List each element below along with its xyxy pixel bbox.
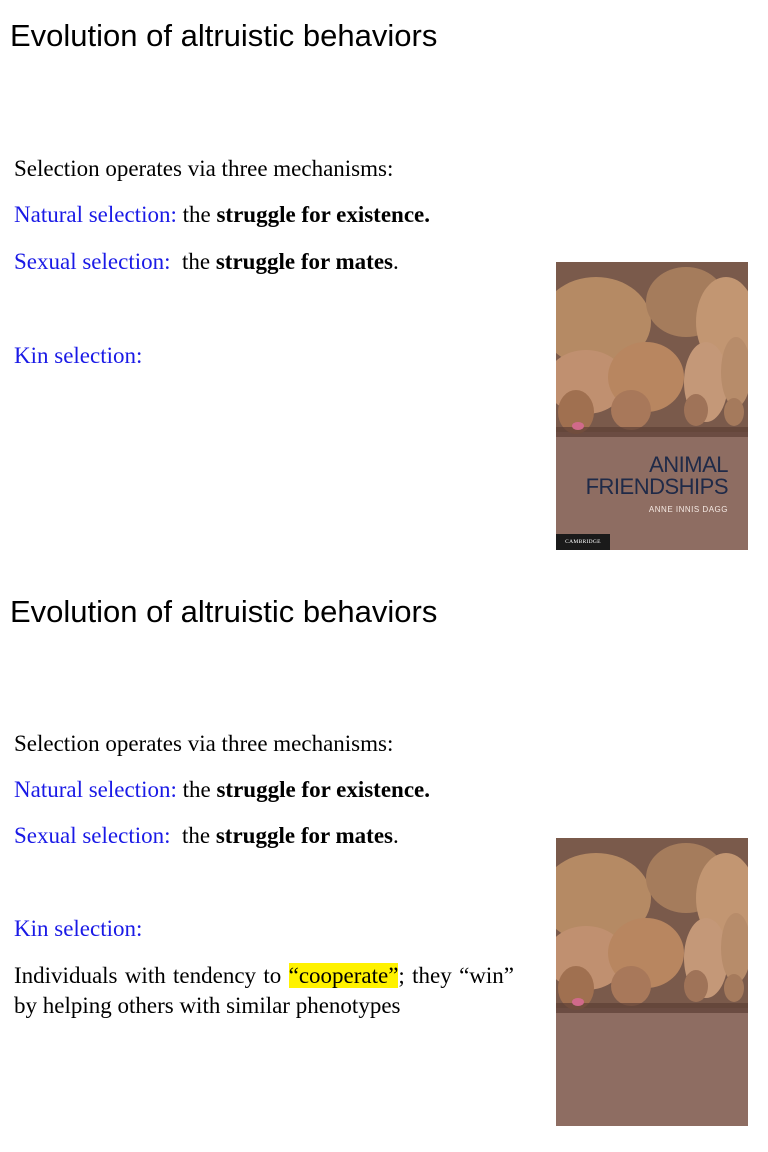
sexual-selection-bold: struggle for mates xyxy=(215,249,393,274)
natural-selection-prefix: the xyxy=(176,202,217,227)
kin-text-before: Individuals with tendency to xyxy=(14,963,289,988)
book-title-line-2: FRIENDSHIPS xyxy=(585,474,728,499)
kin-highlight: “cooperate” xyxy=(288,963,399,988)
natural-selection-bold: struggle for existence. xyxy=(216,202,431,227)
natural-selection-label: Natural selection: xyxy=(14,777,177,802)
book-publisher: CAMBRIDGE xyxy=(556,534,610,550)
sexual-selection-suffix: . xyxy=(393,823,399,848)
slide-title: Evolution of altruistic behaviors xyxy=(10,18,438,53)
natural-selection-prefix: the xyxy=(176,777,217,802)
natural-selection-line xyxy=(14,202,430,228)
natural-selection-bold: struggle for existence. xyxy=(216,777,431,802)
sexual-selection-label: Sexual selection: xyxy=(14,823,171,848)
natural-selection-line xyxy=(14,777,430,803)
slide-2 xyxy=(0,576,768,1152)
natural-selection-label: Natural selection: xyxy=(14,202,177,227)
kin-selection-label: Kin selection: xyxy=(14,916,143,941)
slide-title: Evolution of altruistic behaviors xyxy=(10,594,438,629)
book-author: ANNE INNIS DAGG xyxy=(648,505,728,514)
kin-selection-label: Kin selection: xyxy=(14,343,143,368)
sexual-selection-prefix: the xyxy=(170,823,216,848)
lions-drinking-illustration xyxy=(556,838,748,1126)
intro-text: Selection operates via three mechanisms: xyxy=(14,156,394,181)
kin-selection-description xyxy=(14,961,514,1021)
intro-text: Selection operates via three mechanisms: xyxy=(14,731,394,756)
sexual-selection-line xyxy=(14,249,399,275)
sexual-selection-prefix: the xyxy=(170,249,216,274)
book-title-line-1: ANIMAL xyxy=(649,452,728,477)
sexual-selection-suffix: . xyxy=(393,249,399,274)
book-cover-image xyxy=(556,262,748,550)
book-cover-image xyxy=(556,838,748,1126)
sexual-selection-label: Sexual selection: xyxy=(14,249,171,274)
book-title xyxy=(586,454,728,498)
kin-text-after: ; they “win” by helping others with similar phenotypes xyxy=(14,963,514,1018)
sexual-selection-bold: struggle for mates xyxy=(215,823,393,848)
sexual-selection-line xyxy=(14,823,399,849)
